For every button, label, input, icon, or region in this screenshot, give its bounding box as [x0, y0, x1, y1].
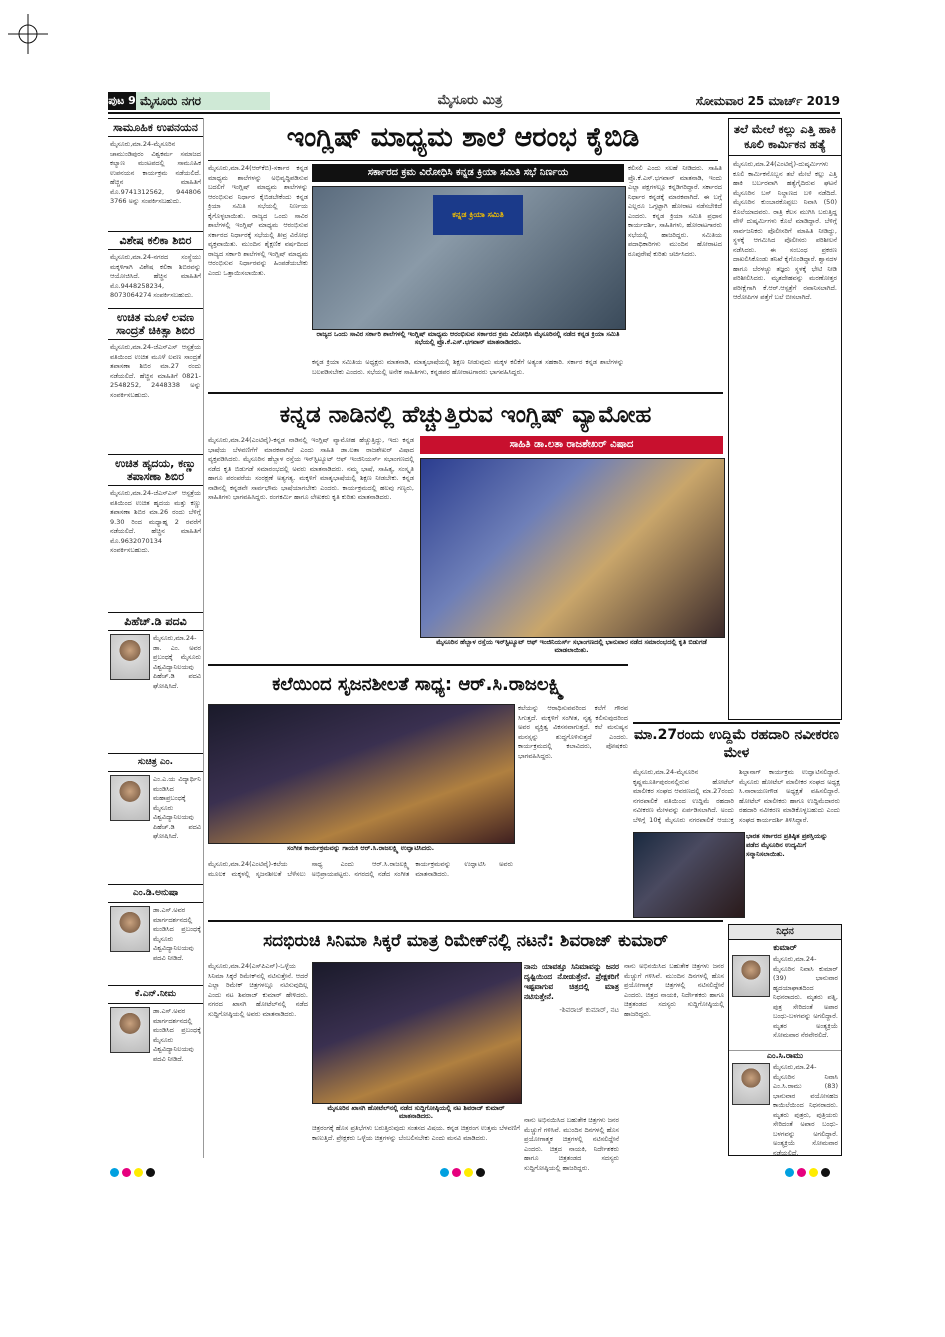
story2-body: ಮೈಸೂರು,ಮಾ.24(ಎಂಟಿವೈ)-ಕನ್ನಡ ನಾಡಿನಲ್ಲಿ ಇಂಗ್ಲಿಷ್ ವ್ಯಾಮೋಹ ಹೆಚ್ಚುತ್ತಿದ್ದು, ಇದು ಕನ್ನಡ ಭಾಷೆಯ ಬೆಳವಣಿಗೆಗೆ ಮಾರಕವಾಗಿದೆ ಎಂದು ಸಾಹಿತಿ ಡಾ.ಲತಾ ರಾಜಶೇಖರ್ ವಿಷಾದ ವ್ಯಕ್ತಪಡಿಸಿದರು. ಮೈಸೂರಿನ ಹೆಬ್ಬಾಳ ರಸ್ತೆಯ ಇನ್‌ಸ್ಟಿಟ್ಯೂಟ್ ಆಫ್ ಇಂಜಿನಿಯರ್ಸ್ ಸಭಾಂಗಣದಲ್ಲಿ ನಡೆದ ಕೃತಿ ಬಿಡುಗಡೆ ಸಮಾರಂಭದಲ್ಲಿ ಅವರು ಮಾತನಾಡಿದರು. ನಮ್ಮ ಭಾಷೆ, ಸಾಹಿತ್ಯ, ಸಂಸ್ಕೃತಿ ಹಾಗೂ ಪರಂಪರೆಯ ಸಂರಕ್ಷಣೆ ಅತ್ಯಗತ್ಯ. ಮಕ್ಕಳಿಗೆ ಮಾತೃಭಾಷೆಯಲ್ಲಿ ಶಿಕ್ಷಣ ನೀಡಬೇಕು. ಕನ್ನಡ ನಾಡಿನಲ್ಲಿ ಕನ್ನಡವೇ ಸಾರ್ವಭೌಮ ಭಾಷೆಯಾಗಬೇಕು ಎಂದರು. ಕಾರ್ಯಕ್ರಮದಲ್ಲಿ ಹಲವು ಗಣ್ಯರು, ಸಾಹಿತಿಗಳು ಭಾಗವಹಿಸಿದ್ದರು. ರಂಗಕರ್ಮಿ ಹಾಗೂ ಲೇಖಕರು ಕೃತಿ ಕುರಿತು ಮಾತನಾಡಿದರು.	[208, 436, 414, 501]
story1-subhead: ಸರ್ಕಾರದ ಕ್ರಮ ವಿರೋಧಿಸಿ ಕನ್ನಡ ಕ್ರಿಯಾ ಸಮಿತಿ ಸಭೆ ನಿರ್ಣಯ	[312, 164, 624, 182]
story1-caption: ರಾಜ್ಯದ ಒಂದು ಸಾವಿರ ಸರ್ಕಾರಿ ಶಾಲೆಗಳಲ್ಲಿ ಇಂಗ್ಲಿಷ್ ಮಾಧ್ಯಮ ಆರಂಭಿಸುವ ಸರ್ಕಾರದ ಕ್ರಮ ವಿರೋಧಿಸಿ ಮೈಸೂರಿನಲ್ಲಿ ನಡೆದ ಕನ್ನಡ ಕ್ರಿಯಾ ಸಮಿತಿ ಸಭೆಯಲ್ಲಿ ಪ್ರೊ.ಕೆ.ಎಸ್.ಭಗವಾನ್ ಮಾತನಾಡಿದರು.	[316, 330, 620, 346]
obituary-box	[728, 924, 842, 1156]
item-body: ಮೈಸೂರು,ಮಾ.24-ಮೈಸೂರಿನ ಚಾಮುಂಡಿಪುರಂ ವಿಶ್ವಕರ್ಮ ಸಮಾಜದ ಕಲ್ಯಾಣ ಮಂಟಪದಲ್ಲಿ ಸಾಮೂಹಿಕ ಉಪನಯನ ಕಾರ್ಯಕ್ರಮ ನಡೆಯಲಿದೆ. ಹೆಚ್ಚಿನ ಮಾಹಿತಿಗೆ ಮೊ.9741312562, 944806 3766 ಅನ್ನು ಸಂಪರ್ಕಿಸಬಹುದು.	[110, 140, 201, 205]
issue-date: ಸೋಮವಾರ 25 ಮಾರ್ಚ್ 2019	[695, 94, 840, 108]
item-body: ಮೈಸೂರು,ಮಾ.24-ನಗರದ ಸಂಸ್ಥೆಯು ಮಕ್ಕಳಿಗಾಗಿ ವಿಶೇಷ ಕಲಿಕಾ ಶಿಬಿರವನ್ನು ಆಯೋಜಿಸಿದೆ. ಹೆಚ್ಚಿನ ಮಾಹಿತಿಗೆ ಮೊ.9448258234, 8073064274 ಸಂಪರ್ಕಿಸಬಹುದು.	[110, 253, 201, 299]
story3-body1: ಮೈಸೂರು,ಮಾ.24(ಎಂಟಿವೈ)-ಕಲೆಯ ಮೂಲಕ ಮಕ್ಕಳಲ್ಲಿ ಸೃಜನಶೀಲತೆ ಬೆಳೆಸಲು ಸಾಧ್ಯ ಎಂದು ಆರ್.ಸಿ.ರಾಜಲಕ್ಷ್ಮಿ ಅಭಿಪ್ರಾಯಪಟ್ಟರು. ನಗರದಲ್ಲಿ ನಡೆದ ಸಂಗೀತ ಕಾರ್ಯಕ್ರಮವನ್ನು ಉದ್ಘಾಟಿಸಿ ಅವರು ಮಾತನಾಡಿದರು.	[208, 860, 513, 878]
page-number: ಪುಟ 9	[108, 92, 136, 110]
item-body: ಮೈಸೂರು,ಮಾ.24-ಜೆಎಸ್‌ಎಸ್ ಆಸ್ಪತ್ರೆಯ ವತಿಯಿಂದ ಉಚಿತ ಮೂಳೆ ಲವಣ ಸಾಂದ್ರತೆ ತಪಾಸಣಾ ಶಿಬಿರ ಮಾ.27 ರಂದು ನಡೆಯಲಿದೆ. ಹೆಚ್ಚಿನ ಮಾಹಿತಿಗೆ 0821-2548252, 2448338 ಅನ್ನು ಸಂಪರ್ಕಿಸಬಹುದು.	[110, 343, 201, 399]
yellow-dot	[809, 1168, 818, 1177]
person-photo	[110, 906, 150, 952]
obituary-title: ನಿಧನ	[729, 925, 841, 940]
divider	[208, 664, 628, 666]
divider	[208, 392, 723, 394]
obit-name: ಎಂ.ಸಿ.ರಾಮು	[729, 1050, 841, 1061]
story5-col3b: ನಾನು ಅಭಿನಯಿಸಿದ ಬಹುತೇಕ ಚಿತ್ರಗಳು ಜನರ ಮೆಚ್ಚುಗೆ ಗಳಿಸಿವೆ. ಮುಂದಿನ ದಿನಗಳಲ್ಲಿ ಹೊಸ ಪ್ರಯೋಗಾತ್ಮಕ ಚಿತ್ರಗಳಲ್ಲಿ ನಟಿಸಲಿದ್ದೇನೆ ಎಂದರು. ಚಿತ್ರದ ನಾಯಕಿ, ನಿರ್ದೇಶಕರು ಹಾಗೂ ಚಿತ್ರತಂಡದ ಸದಸ್ಯರು ಸುದ್ದಿಗೋಷ್ಠಿಯಲ್ಲಿ ಹಾಜರಿದ್ದರು.	[624, 962, 724, 1018]
story5-headline: ಸದಭಿರುಚಿ ಸಿನಿಮಾ ಸಿಕ್ಕರೆ ಮಾತ್ರ ರಿಮೇಕ್‌ನಲ್ಲಿ ನಟನೆ: ಶಿವರಾಜ್ ಕುಮಾರ್	[263, 931, 668, 951]
story1-col1: ಮೈಸೂರು,ಮಾ.24(ಆರ್‌ಕೆಬಿ)-ಸರ್ಕಾರ ಕನ್ನಡ ಮಾಧ್ಯಮ ಶಾಲೆಗಳನ್ನು ಅಭಿವೃದ್ಧಿಪಡಿಸುವ ಬದಲಿಗೆ ಇಂಗ್ಲಿಷ್ ಮಾಧ್ಯಮ ಶಾಲೆಗಳನ್ನು ಆರಂಭಿಸುವ ನಿರ್ಧಾರ ಕೈಬಿಡಬೇಕೆಂದು ಕನ್ನಡ ಕ್ರಿಯಾ ಸಮಿತಿ ಸಭೆಯಲ್ಲಿ ನಿರ್ಣಯ ಕೈಗೊಳ್ಳಲಾಯಿತು. ರಾಜ್ಯದ ಒಂದು ಸಾವಿರ ಶಾಲೆಗಳಲ್ಲಿ ಇಂಗ್ಲಿಷ್ ಮಾಧ್ಯಮ ಆರಂಭಿಸುವ ಸರ್ಕಾರದ ನಿರ್ಧಾರಕ್ಕೆ ಸಭೆಯಲ್ಲಿ ತೀವ್ರ ವಿರೋಧ ವ್ಯಕ್ತವಾಯಿತು. ಮುಂದಿನ ಶೈಕ್ಷಣಿಕ ವರ್ಷದಿಂದ ರಾಜ್ಯದ ಸರ್ಕಾರಿ ಶಾಲೆಗಳಲ್ಲಿ ಇಂಗ್ಲಿಷ್ ಮಾಧ್ಯಮ ಆರಂಭಿಸುವ ನಿರ್ಧಾರವನ್ನು ಹಿಂಪಡೆಯಬೇಕು ಎಂದು ಒತ್ತಾಯಿಸಲಾಯಿತು.	[208, 164, 308, 277]
masthead-rule	[108, 112, 840, 114]
pull-quote: ನಾನು ಯಾವತ್ತೂ ಸಿನಿಮಾವನ್ನು ಜನರ ದೃಷ್ಟಿಯಿಂದ ನೋಡುತ್ತೇನೆ. ಪ್ರೇಕ್ಷಕರಿಗೆ ಇಷ್ಟವಾಗುವ ಚಿತ್ರದಲ್ಲಿ ಮಾತ್ರ ನಟಿಸುತ್ತೇನೆ.	[524, 962, 619, 1001]
cyan-dot	[440, 1168, 449, 1177]
story3-headline: ಕಲೆಯಿಂದ ಸೃಜನಶೀಲತೆ ಸಾಧ್ಯ: ಆರ್.ಸಿ.ರಾಜಲಕ್ಷ್ಮಿ	[272, 674, 564, 695]
item-title: ಉಚಿತ ಮೂಳೆ ಲವಣ ಸಾಂದ್ರತೆ ಚಿಕಿತ್ಸಾ ಶಿಬಿರ	[108, 308, 203, 340]
obit-name: ಕುಮಾರ್	[773, 943, 797, 952]
story1-headline: ಇಂಗ್ಲಿಷ್ ಮಾಧ್ಯಮ ಶಾಲೆ ಆರಂಭ ಕೈಬಿಡಿ	[286, 122, 640, 153]
left-column	[108, 118, 204, 1158]
person-name: ಕೆ.ಎನ್.ನೀಮ	[108, 985, 203, 1004]
story1-col2: ಕನ್ನಡ ಕ್ರಿಯಾ ಸಮಿತಿಯ ಅಧ್ಯಕ್ಷರು ಮಾತನಾಡಿ, ಮಾತೃಭಾಷೆಯಲ್ಲಿ ಶಿಕ್ಷಣ ನೀಡುವುದು ಮಕ್ಕಳ ಕಲಿಕೆಗೆ ಅತ್ಯಂತ ಸಹಕಾರಿ. ಸರ್ಕಾರ ಕನ್ನಡ ಶಾಲೆಗಳನ್ನು ಬಲಪಡಿಸಬೇಕು ಎಂದರು. ಸಭೆಯಲ್ಲಿ ಅನೇಕ ಸಾಹಿತಿಗಳು, ಕನ್ನಡಪರ ಹೋರಾಟಗಾರರು ಭಾಗವಹಿಸಿದ್ದರು.	[312, 358, 624, 376]
quote-author: -ಶಿವರಾಜ್ ಕುಮಾರ್, ನಟ	[559, 1006, 619, 1014]
registration-corner-top-left	[8, 14, 48, 54]
yellow-dot	[134, 1168, 143, 1177]
right-story-headline: ತಲೆ ಮೇಲೆ ಕಲ್ಲು ಎತ್ತಿ ಹಾಕಿ ಕೂಲಿ ಕಾರ್ಮಿಕನ ಹತ್ಯೆ	[729, 119, 841, 156]
registration-dots-center	[440, 1162, 500, 1174]
item-body: ಎಂ.ಎ.ಯ ವಿದ್ಯಾರ್ಥಿನಿ ಮಂಡಿಸಿದ ಮಹಾಪ್ರಬಂಧಕ್ಕೆ ಮೈಸೂರು ವಿಶ್ವವಿದ್ಯಾನಿಲಯವು ಪಿಹೆಚ್.ಡಿ ಪದವಿ ಘೋಷಿಸಿದೆ.	[153, 775, 201, 840]
paper-name: ಮೈಸೂರು ಮಿತ್ರ	[437, 93, 503, 108]
cyan-dot	[110, 1168, 119, 1177]
story3-caption: ಸಂಗೀತ ಕಾರ್ಯಕ್ರಮವನ್ನು ಗಾಯಕಿ ಆರ್.ಸಿ.ರಾಜಲಕ್ಷ್ಮಿ ಉದ್ಘಾಟಿಸಿದರು.	[286, 844, 435, 852]
story4-photo	[633, 832, 745, 918]
right-story-box	[728, 118, 842, 720]
divider	[208, 920, 723, 922]
registration-dots-left	[110, 1162, 170, 1174]
magenta-dot	[452, 1168, 461, 1177]
item-body: ಮೈಸೂರು,ಮಾ.24-ಜೆಎಸ್‌ಎಸ್ ಆಸ್ಪತ್ರೆಯ ವತಿಯಿಂದ ಉಚಿತ ಹೃದಯ ಮತ್ತು ಕಣ್ಣು ತಪಾಸಣಾ ಶಿಬಿರ ಮಾ.26 ರಂದು ಬೆಳಿಗ್ಗೆ 9.30 ರಿಂದ ಮಧ್ಯಾಹ್ನ 2 ರವರೆಗೆ ನಡೆಯಲಿದೆ. ಹೆಚ್ಚಿನ ಮಾಹಿತಿಗೆ ಮೊ.9632070134 ಸಂಪರ್ಕಿಸಬಹುದು.	[110, 489, 201, 554]
person-name: ಸುಚಿತ್ರ ಎಂ.	[108, 753, 203, 772]
black-dot	[476, 1168, 485, 1177]
item-title: ವಿಶೇಷ ಕಲಿಕಾ ಶಿಬಿರ	[108, 231, 203, 250]
black-dot	[821, 1168, 830, 1177]
registration-dots-right	[785, 1162, 845, 1174]
person-name: ಎಂ.ಡಿ.ಅನುಷಾ	[108, 884, 203, 903]
story2-subhead: ಸಾಹಿತಿ ಡಾ.ಲತಾ ರಾಜಶೇಖರ್ ವಿಷಾದ	[420, 436, 723, 454]
story2-photo	[420, 458, 725, 638]
section-title: ಮೈಸೂರು ನಗರ	[136, 92, 270, 110]
story4-body: ಮೈಸೂರು,ಮಾ.24-ಮೈಸೂರಿನ ಕೃಷ್ಣಮೂರ್ತಿಪುರಂನಲ್ಲಿರುವ ಹೋಟೆಲ್ ಮಾಲೀಕರ ಸಂಘದ ಆವರಣದಲ್ಲಿ ಮಾ.27ರಂದು ನಗರಪಾಲಿಕೆ ವತಿಯಿಂದ ಉದ್ದಿಮೆ ರಹದಾರಿ ನವೀಕರಣ ಮೇಳವನ್ನು ಏರ್ಪಡಿಸಲಾಗಿದೆ. ಅಂದು ಬೆಳಿಗ್ಗೆ 10ಕ್ಕೆ ಮೈಸೂರು ನಗರಪಾಲಿಕೆ ಆಯುಕ್ತ ಶಿಲ್ಪಾನಾಗ್ ಕಾರ್ಯಕ್ರಮ ಉದ್ಘಾಟಿಸಲಿದ್ದಾರೆ. ಮೈಸೂರು ಹೋಟೆಲ್ ಮಾಲೀಕರ ಸಂಘದ ಅಧ್ಯಕ್ಷ ಸಿ.ನಾರಾಯಣಗೌಡ ಅಧ್ಯಕ್ಷತೆ ವಹಿಸಲಿದ್ದಾರೆ. ಹೋಟೆಲ್ ಮಾಲೀಕರು ಹಾಗೂ ಉದ್ದಿಮೆದಾರರು ರಹದಾರಿ ನವೀಕರಣ ಮಾಡಿಕೊಳ್ಳಬಹುದು ಎಂದು ಸಂಘದ ಕಾರ್ಯದರ್ಶಿ ತಿಳಿಸಿದ್ದಾರೆ.	[633, 768, 840, 824]
item-title: ಪಿಹೆಚ್.ಡಿ ಪದವಿ	[108, 612, 203, 631]
story5-col3: ನಾನು ಅಭಿನಯಿಸಿದ ಬಹುತೇಕ ಚಿತ್ರಗಳು ಜನರ ಮೆಚ್ಚುಗೆ ಗಳಿಸಿವೆ. ಮುಂದಿನ ದಿನಗಳಲ್ಲಿ ಹೊಸ ಪ್ರಯೋಗಾತ್ಮಕ ಚಿತ್ರಗಳಲ್ಲಿ ನಟಿಸಲಿದ್ದೇನೆ ಎಂದರು. ಚಿತ್ರದ ನಾಯಕಿ, ನಿರ್ದೇಶಕರು ಹಾಗೂ ಚಿತ್ರತಂಡದ ಸದಸ್ಯರು ಸುದ್ದಿಗೋಷ್ಠಿಯಲ್ಲಿ ಹಾಜರಿದ್ದರು.	[524, 1116, 619, 1172]
item-title: ಸಾಮೂಹಿಕ ಉಪನಯನ	[108, 118, 203, 137]
obit-body: ಮೈಸೂರು,ಮಾ.24-ಮೈಸೂರಿನ ನಿವಾಸಿ ಕುಮಾರ್ (39) ಭಾನುವಾರ ಹೃದಯಾಘಾತದಿಂದ ನಿಧನರಾದರು. ಮೃತರು ಪತ್ನಿ, ಪುತ್ರ ಸೇರಿದಂತೆ ಅಪಾರ ಬಂಧು-ಬಳಗವನ್ನು ಅಗಲಿದ್ದಾರೆ. ಮೃತರ ಅಂತ್ಯಕ್ರಿಯೆ ಸೋಮವಾರ ನೆರವೇರಲಿದೆ.	[773, 955, 838, 1039]
story1-col3: ಕಲಿಸಲಿ ಎಂದು ಸಲಹೆ ನೀಡಿದರು. ಸಾಹಿತಿ ಪ್ರೊ.ಕೆ.ಎಸ್.ಭಗವಾನ್ ಮಾತನಾಡಿ, ಇಂದು ಎಲ್ಲಾ ಪಕ್ಷಗಳಲ್ಲೂ ಕನ್ನಡಿಗರಿದ್ದಾರೆ. ಸರ್ಕಾರದ ನಿರ್ಧಾರ ಕನ್ನಡಕ್ಕೆ ಮಾರಕವಾಗಿದೆ. ಈ ಬಗ್ಗೆ ಎಲ್ಲರೂ ಒಗ್ಗಟ್ಟಾಗಿ ಹೋರಾಟ ನಡೆಸಬೇಕಿದೆ ಎಂದರು. ಕನ್ನಡ ಕ್ರಿಯಾ ಸಮಿತಿ ಪ್ರಧಾನ ಕಾರ್ಯದರ್ಶಿ, ಸಾಹಿತಿಗಳು, ಹೋರಾಟಗಾರರು ಸಭೆಯಲ್ಲಿ ಹಾಜರಿದ್ದರು. ಸಮಿತಿಯ ಪದಾಧಿಕಾರಿಗಳು ಮುಂದಿನ ಹೋರಾಟದ ರೂಪುರೇಷೆ ಕುರಿತು ಚರ್ಚಿಸಿದರು.	[628, 164, 722, 258]
item-body: ಮೈಸೂರು,ಮಾ.24-ಡಾ. ಎಂ. ಅವರ ಪ್ರಬಂಧಕ್ಕೆ ಮೈಸೂರು ವಿಶ್ವವಿದ್ಯಾನಿಲಯವು ಪಿಹೆಚ್.ಡಿ ಪದವಿ ಘೋಷಿಸಿದೆ.	[153, 634, 201, 690]
yellow-dot	[464, 1168, 473, 1177]
story1-photo	[312, 186, 626, 330]
person-photo	[110, 1007, 150, 1053]
cyan-dot	[785, 1168, 794, 1177]
person-photo	[110, 775, 150, 821]
story4-headline: ಮಾ.27ರಂದು ಉದ್ದಿಮೆ ರಹದಾರಿ ನವೀಕರಣ ಮೇಳ	[634, 727, 839, 761]
divider	[633, 722, 840, 724]
story3-photo	[208, 704, 515, 844]
story5-col2: ಚಿತ್ರರಂಗಕ್ಕೆ ಹೊಸ ಪ್ರತಿಭೆಗಳು ಬರುತ್ತಿರುವುದು ಸಂತಸದ ವಿಷಯ. ಕನ್ನಡ ಚಿತ್ರರಂಗ ಉತ್ತಮ ಬೆಳವಣಿಗೆ ಕಾಣುತ್ತಿದೆ. ಪ್ರೇಕ್ಷಕರು ಒಳ್ಳೆಯ ಚಿತ್ರಗಳನ್ನು ಬೆಂಬಲಿಸಬೇಕು ಎಂದು ಮನವಿ ಮಾಡಿದರು.	[312, 1124, 520, 1142]
magenta-dot	[797, 1168, 806, 1177]
black-dot	[146, 1168, 155, 1177]
item-body: ಡಾ.ಎಸ್.ಅವರ ಮಾರ್ಗದರ್ಶನದಲ್ಲಿ ಮಂಡಿಸಿದ ಪ್ರಬಂಧಕ್ಕೆ ಮೈಸೂರು ವಿಶ್ವವಿದ್ಯಾನಿಲಯವು ಪದವಿ ನೀಡಿದೆ.	[153, 906, 201, 962]
item-body: ಡಾ.ಎಸ್.ಅವರ ಮಾರ್ಗದರ್ಶನದಲ್ಲಿ ಮಂಡಿಸಿದ ಪ್ರಬಂಧಕ್ಕೆ ಮೈಸೂರು ವಿಶ್ವವಿದ್ಯಾನಿಲಯವು ಪದವಿ ನೀಡಿದೆ.	[153, 1007, 201, 1063]
event-banner: ಕನ್ನಡ ಕ್ರಿಯಾ ಸಮಿತಿ	[433, 195, 523, 235]
obit-photo	[732, 955, 770, 997]
obit-body: ಮೈಸೂರು,ಮಾ.24-ಮೈಸೂರಿನ ನಿವಾಸಿ ಎಂ.ಸಿ.ರಾಮು (83) ಭಾನುವಾರ ವಯೋಸಹಜ ಕಾಯಿಲೆಯಿಂದ ನಿಧನರಾದರು. ಮೃತರು ಪುತ್ರರು, ಪುತ್ರಿಯರು ಸೇರಿದಂತೆ ಅಪಾರ ಬಂಧು-ಬಳಗವನ್ನು ಅಗಲಿದ್ದಾರೆ. ಅಂತ್ಯಕ್ರಿಯೆ ಸೋಮವಾರ ನಡೆಯಲಿದೆ.	[773, 1063, 838, 1157]
story5-quote-box	[524, 962, 619, 1112]
story5-col1: ಮೈಸೂರು,ಮಾ.24(ಎಸ್‌ಪಿಎನ್)-ಒಳ್ಳೆಯ ಸಿನಿಮಾ ಸಿಕ್ಕರೆ ರಿಮೇಕ್‌ನಲ್ಲಿ ನಟಿಸುತ್ತೇನೆ. ಆದರೆ ಎಲ್ಲಾ ರಿಮೇಕ್ ಚಿತ್ರಗಳಲ್ಲೂ ನಟಿಸುವುದಿಲ್ಲ ಎಂದು ನಟ ಶಿವರಾಜ್ ಕುಮಾರ್ ಹೇಳಿದರು. ನಗರದ ಖಾಸಗಿ ಹೋಟೆಲ್‌ನಲ್ಲಿ ನಡೆದ ಸುದ್ದಿಗೋಷ್ಠಿಯಲ್ಲಿ ಅವರು ಮಾತನಾಡಿದರು.	[208, 962, 308, 1018]
story2-caption: ಮೈಸೂರಿನ ಹೆಬ್ಬಾಳ ರಸ್ತೆಯ ಇನ್‌ಸ್ಟಿಟ್ಯೂಟ್ ಆಫ್ ಇಂಜಿನಿಯರ್ಸ್ ಸಭಾಂಗಣದಲ್ಲಿ ಭಾನುವಾರ ನಡೆದ ಸಮಾರಂಭದಲ್ಲಿ ಕೃತಿ ಬಿಡುಗಡೆ ಮಾಡಲಾಯಿತು.	[436, 638, 707, 654]
story5-caption: ಮೈಸೂರಿನ ಖಾಸಗಿ ಹೋಟೆಲ್‌ನಲ್ಲಿ ನಡೆದ ಸುದ್ದಿಗೋಷ್ಠಿಯಲ್ಲಿ ನಟ ಶಿವರಾಜ್ ಕುಮಾರ್ ಮಾತನಾಡಿದರು.	[327, 1104, 505, 1120]
story2-headline: ಕನ್ನಡ ನಾಡಿನಲ್ಲಿ ಹೆಚ್ಚುತ್ತಿರುವ ಇಂಗ್ಲಿಷ್ ವ್ಯಾಮೋಹ	[279, 402, 652, 428]
divider	[208, 160, 718, 161]
magenta-dot	[122, 1168, 131, 1177]
story4-photo-caption: ಭಾರತ ಸರ್ಕಾರದ ಪ್ರತಿಷ್ಠಿತ ಪ್ರಶಸ್ತಿಯನ್ನು ಪಡೆದ ಮೈಸೂರಿನ ಉದ್ಯಮಿಗೆ ಸನ್ಮಾನಿಸಲಾಯಿತು.	[746, 832, 828, 858]
person-photo	[110, 634, 150, 680]
story5-photo	[312, 962, 522, 1104]
obit-photo	[732, 1063, 770, 1105]
item-title: ಉಚಿತ ಹೃದಯ, ಕಣ್ಣು ತಪಾಸಣಾ ಶಿಬಿರ	[108, 454, 203, 486]
right-story-body: ಮೈಸೂರು,ಮಾ.24(ಎಂಟಿವೈ)-ದುಷ್ಕರ್ಮಿಗಳು ಕೂಲಿ ಕಾರ್ಮಿಕನೊಬ್ಬನ ತಲೆ ಮೇಲೆ ಕಲ್ಲು ಎತ್ತಿ ಹಾಕಿ ಬರ್ಬರವಾಗಿ ಹತ್ಯೆಗೈದಿರುವ ಘಟನೆ ಮೈಸೂರಿನ ಬಸ್ ನಿಲ್ದಾಣದ ಬಳಿ ನಡೆದಿದೆ. ಮೈಸೂರಿನ ಕುಂಬಾರಕೊಪ್ಪಲು ನಿವಾಸಿ (50) ಕೊಲೆಯಾದವರು. ರಾತ್ರಿ ಕೆಲಸ ಮುಗಿಸಿ ಬರುತ್ತಿದ್ದ ವೇಳೆ ದುಷ್ಕರ್ಮಿಗಳು ಕೊಲೆ ಮಾಡಿದ್ದಾರೆ. ಬೆಳಿಗ್ಗೆ ಸಾರ್ವಜನಿಕರು ಪೊಲೀಸರಿಗೆ ಮಾಹಿತಿ ನೀಡಿದ್ದು, ಸ್ಥಳಕ್ಕೆ ಆಗಮಿಸಿದ ಪೊಲೀಸರು ಪರಿಶೀಲನೆ ನಡೆಸಿದರು. ಈ ಸಂಬಂಧ ಪ್ರಕರಣ ದಾಖಲಿಸಿಕೊಂಡು ತನಿಖೆ ಕೈಗೊಂಡಿದ್ದಾರೆ. ಶ್ವಾನದಳ ಹಾಗೂ ಬೆರಳಚ್ಚು ತಜ್ಞರು ಸ್ಥಳಕ್ಕೆ ಭೇಟಿ ನೀಡಿ ಪರಿಶೀಲಿಸಿದರು. ಮೃತದೇಹವನ್ನು ಮರಣೋತ್ತರ ಪರೀಕ್ಷೆಗಾಗಿ ಕೆ.ಆರ್.ಆಸ್ಪತ್ರೆಗೆ ರವಾನಿಸಲಾಗಿದೆ. ಆರೋಪಿಗಳ ಪತ್ತೆಗೆ ಬಲೆ ಬೀಸಲಾಗಿದೆ.	[733, 160, 837, 301]
story3-body2: ಕಲೆಯನ್ನು ಆರಾಧಿಸುವವರಿಂದ ಕಲೆಗೆ ಗೌರವ ಸಿಗುತ್ತದೆ. ಮಕ್ಕಳಿಗೆ ಸಂಗೀತ, ನೃತ್ಯ ಕಲಿಸುವುದರಿಂದ ಅವರ ವ್ಯಕ್ತಿತ್ವ ವಿಕಸನವಾಗುತ್ತದೆ. ಕಲೆ ಮನುಷ್ಯನ ಮನಸ್ಸನ್ನು ಶುದ್ಧಗೊಳಿಸುತ್ತದೆ ಎಂದರು. ಕಾರ್ಯಕ್ರಮದಲ್ಲಿ ಕಲಾವಿದರು, ಪೋಷಕರು ಭಾಗವಹಿಸಿದ್ದರು.	[518, 704, 628, 760]
